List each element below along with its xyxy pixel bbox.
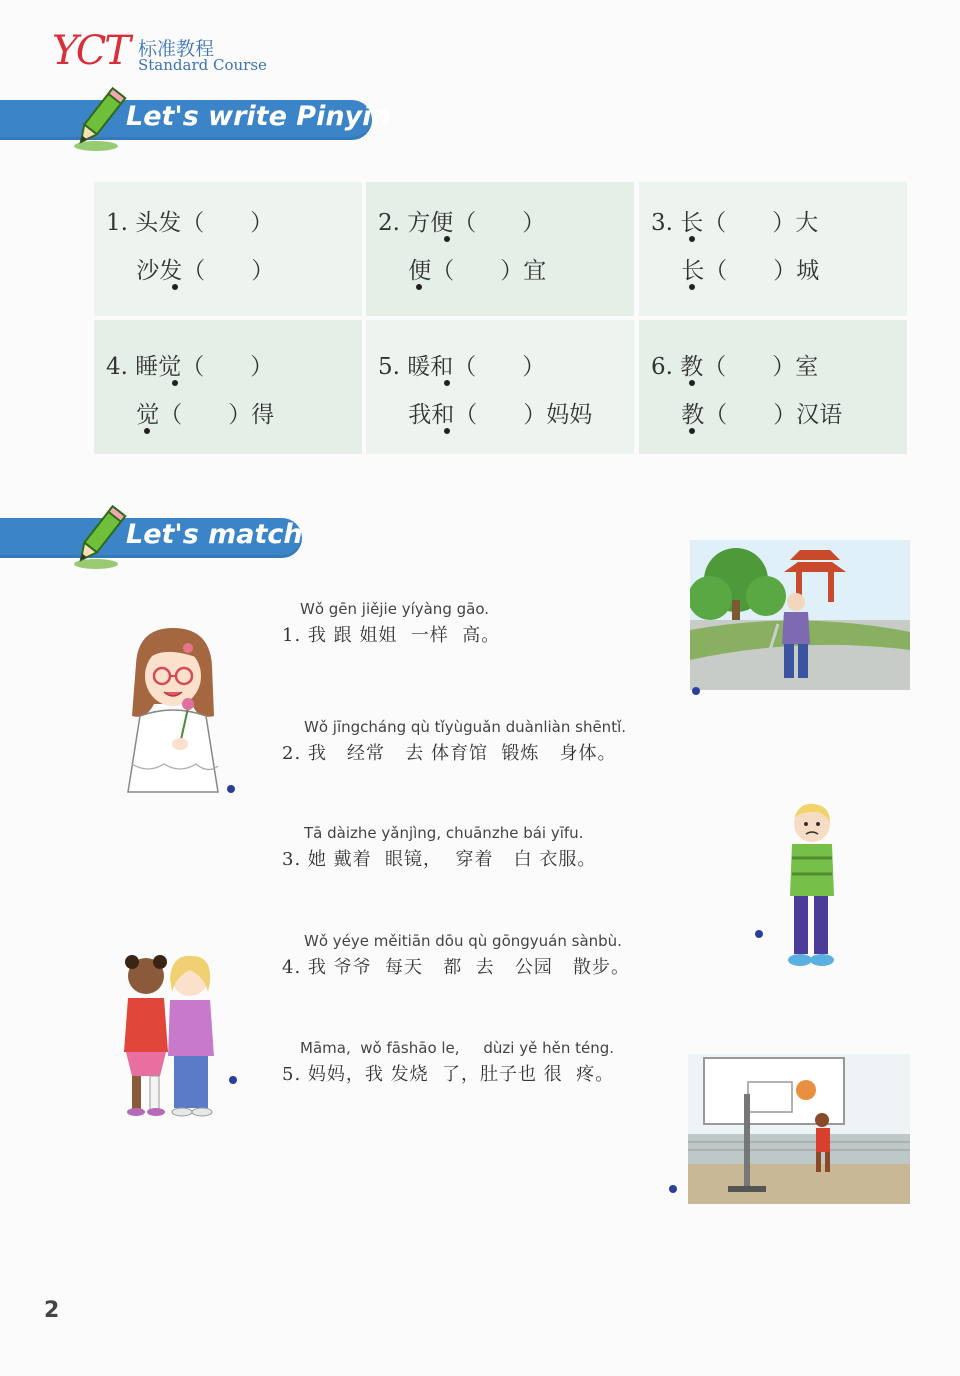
tone-dot (444, 380, 450, 386)
sentence-2-pinyin: Wǒ jīngcháng qù tǐyùguǎn duànliàn shēntǐ. (304, 718, 627, 736)
girl-with-glasses-illustration (118, 624, 228, 796)
page-number: 2 (44, 1298, 60, 1323)
pinyin-cell-2-line-2: 便（ ）宜 (378, 258, 547, 284)
match-dot-left-1[interactable] (227, 785, 235, 793)
match-dot-right-1[interactable] (692, 687, 700, 695)
pencil-icon (68, 502, 128, 574)
tone-dot (689, 236, 695, 242)
section-title-pinyin: Let's write Pinyin (126, 101, 391, 132)
sentence-1-pinyin: Wǒ gēn jiějie yíyàng gāo. (300, 600, 490, 618)
pinyin-cell-5-line-2: 我和（ ）妈妈 (378, 402, 593, 428)
tone-dot (689, 428, 695, 434)
pinyin-cell-6-line-1: 6. 教（ ）室 (651, 354, 819, 380)
tone-dot (689, 380, 695, 386)
tone-dot (144, 428, 150, 434)
pinyin-cell-2-line-1: 2. 方便（ ） (378, 210, 546, 236)
grandpa-in-park-illustration (690, 540, 910, 690)
pinyin-cell-2 (366, 182, 634, 316)
pinyin-cell-1-line-2: 沙发（ ） (106, 258, 275, 284)
pinyin-cell-1 (94, 182, 362, 316)
pinyin-cell-3 (639, 182, 907, 316)
sentence-4-pinyin: Wǒ yéye měitiān dōu qù gōngyuán sànbù. (304, 932, 622, 950)
logo-yct: YCT (52, 28, 129, 74)
sentence-3-pinyin: Tā dàizhe yǎnjìng, chuānzhe bái yīfu. (304, 824, 584, 842)
tone-dot (172, 284, 178, 290)
sentence-2-hanzi: 2. 我 经常 去 体育馆 锻炼 身体。 (282, 743, 617, 764)
sentence-1-hanzi: 1. 我 跟 姐姐 一样 高。 (282, 625, 501, 646)
logo-title-cn: 标准教程 (138, 38, 215, 60)
pinyin-cell-6-line-2: 教（ ）汉语 (651, 402, 843, 428)
pinyin-cell-4-line-2: 觉（ ）得 (106, 402, 275, 428)
tone-dot (172, 380, 178, 386)
sentence-5-pinyin: Māma, wǒ fāshāo le, dùzi yě hěn téng. (300, 1039, 615, 1057)
logo-title-en: Standard Course (138, 56, 267, 74)
pencil-icon (68, 84, 128, 156)
sentence-5-hanzi: 5. 妈妈，我 发烧 了，肚子也 很 疼。 (282, 1064, 615, 1085)
tone-dot (444, 236, 450, 242)
pinyin-cell-3-line-1: 3. 长（ ）大 (651, 210, 819, 236)
section-title-match: Let's match (126, 519, 303, 550)
tone-dot (689, 284, 695, 290)
pinyin-cell-1-line-1: 1. 头发（ ） (106, 210, 274, 236)
sentence-3-hanzi: 3. 她 戴着 眼镜， 穿着 白 衣服。 (282, 849, 597, 870)
pinyin-grid (94, 182, 910, 454)
two-girls-illustration (110, 948, 226, 1118)
pinyin-cell-4-line-1: 4. 睡觉（ ） (106, 354, 274, 380)
sentence-4-hanzi: 4. 我 爷爷 每天 都 去 公园 散步。 (282, 957, 630, 978)
pinyin-cell-5-line-1: 5. 暖和（ ） (378, 354, 546, 380)
match-dot-right-3[interactable] (669, 1185, 677, 1193)
pinyin-cell-4 (94, 320, 362, 454)
sick-boy-illustration (770, 800, 850, 972)
pinyin-cell-3-line-2: 长（ ）城 (651, 258, 820, 284)
tone-dot (444, 428, 450, 434)
match-dot-left-2[interactable] (229, 1076, 237, 1084)
pinyin-cell-6 (639, 320, 907, 454)
pinyin-cell-5 (366, 320, 634, 454)
match-dot-right-2[interactable] (755, 930, 763, 938)
tone-dot (416, 284, 422, 290)
basketball-court-illustration (688, 1054, 910, 1204)
